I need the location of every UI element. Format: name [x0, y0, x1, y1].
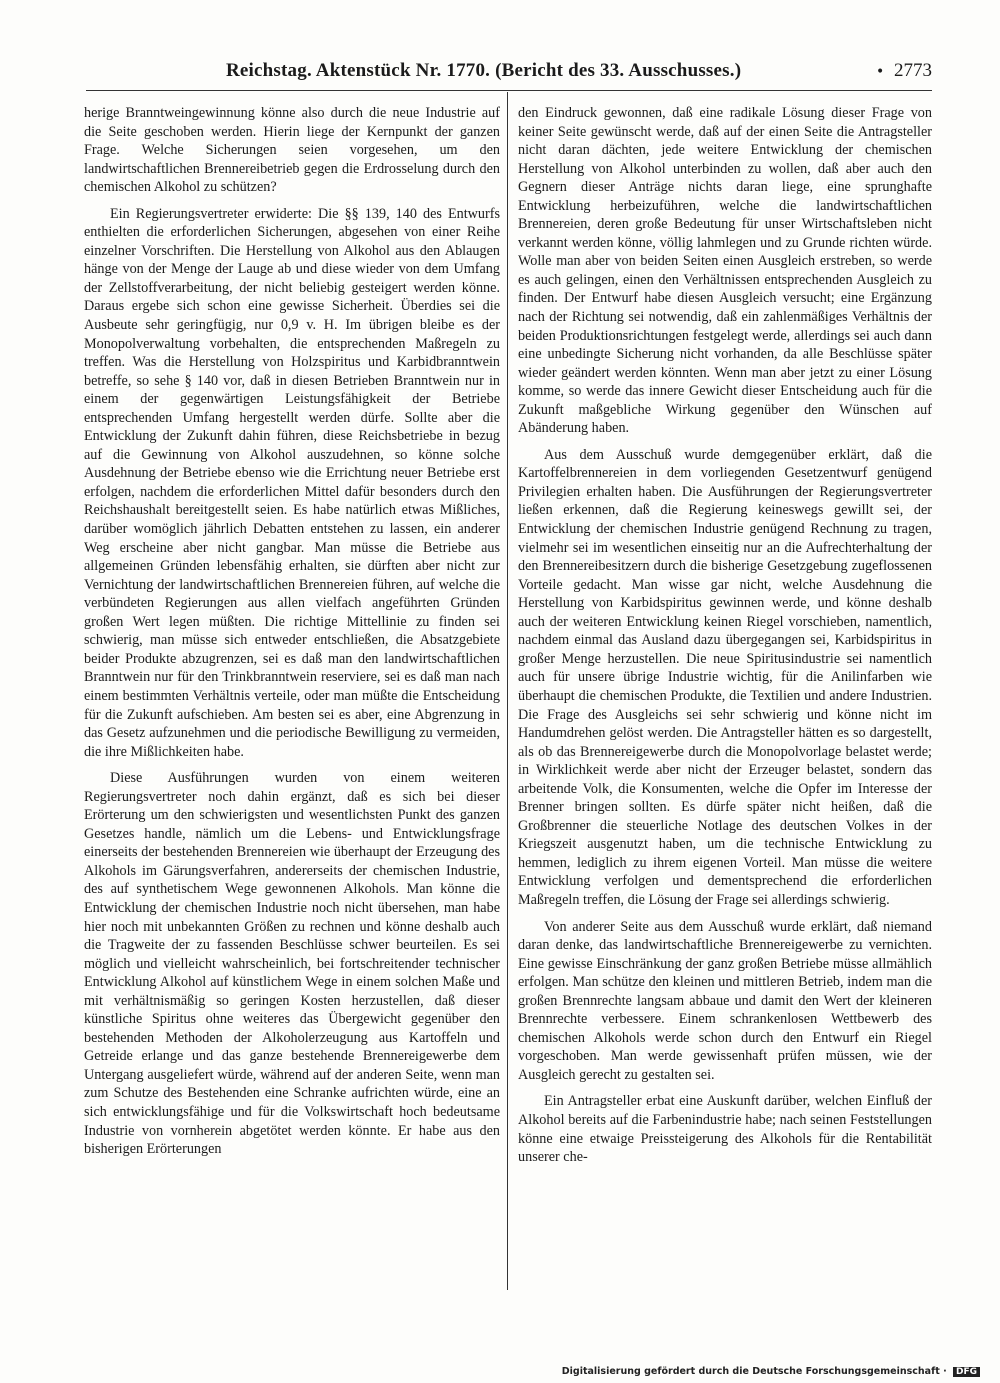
credit-text: Digitalisierung gefördert durch die Deutsche Forschungsgemeinschaft: [561, 1366, 940, 1377]
digitization-credit: Digitalisierung gefördert durch die Deutsche Forschungsgemeinschaft · DFG: [562, 1366, 980, 1377]
page-number: 2773: [894, 60, 932, 81]
paragraph: den Eindruck gewonnen, daß eine radikale Lösung dieser Frage von keiner Seite gewünscht werde, daß auf der einen Seite die Antragsteller nicht daran dächten, jede weitere Entwicklung der chemischen Herstellung von Alkohol unterbinden zu wollen, daß aber auch den Gegnern dieser Anträge nichts daran liege, eine sprunghafte Entwicklung herbeizuführen, welche die landwirtschaftlichen Brennereien, deren große Bedeutung für unser Wirtschaftsleben nicht verkannt werden könne, völlig lahmlegen und zu Grunde richten würde. Wolle man aber von beiden Seiten einen Ausgleich erstreben, so werde es auch gelingen, einen den Verhältnissen entsprechenden Ausgleich zu finden. Der Entwurf habe diesen Ausgleich versucht; eine Ergänzung nach der Richtung sei notwendig, daß ein zahlenmäßiges Verhältnis der beiden Produktionsrichtungen festgelegt werde, allerdings sei auch dann eine unbedingte Sicherung nicht vorhanden, da alle Beschlüsse später wieder geändert werden könnten. Wenn man aber jetzt zu einer Lösung komme, so werde das innere Gewicht dieser Entscheidung auch für die Zukunft maßgebliche Wirkung gegenüber den Wünschen auf Abänderung haben.: [518, 105, 932, 437]
paragraph: Von anderer Seite aus dem Ausschuß wurde erklärt, daß niemand daran denke, das landwirtschaftliche Brennereigewerbe zu vernichten. Eine gewisse Einschränkung der ganz großen Betriebe müsse allmählich erfolgen. Man schütze den kleinen und mittleren Betrieb, indem man die großen Brennrechte langsam abbaue und damit den Wert der kleineren Brennrechte verbessere. Einem schrankenlosen Wettbewerb des chemischen Alkohols werde schon durch den Entwurf ein Riegel vorgeschoben. Man werde gewissenhaft prüfen müssen, wie der Ausgleich gerecht zu gestalten sei.: [518, 918, 932, 1083]
column-divider: [507, 92, 508, 1290]
right-column: [518, 104, 932, 1175]
paragraph: herige Branntweingewinnung könne also durch die neue Industrie auf die Seite geschoben werden. Hierin liege der Kernpunkt der ganzen Frage. Welche Sicherungen seien vorgesehen, um den landwirtschaftlichen Brennereibetrieb gegen die Erdrosselung durch den chemischen Alkohol zu schützen?: [84, 105, 500, 196]
header-dot: •: [876, 64, 885, 80]
paragraph: Ein Regierungsvertreter erwiderte: Die §§ 139, 140 des Entwurfs enthielten die erforderlichen Sicherungen, abgesehen von einer Reihe einzelner Vorschriften. Die Herstellung von Alkohol aus den Ablaugen hänge von der Menge der Lauge ab und diese wieder von dem Umfang der Zellstoffverarbeitung, der nicht beliebig gesteigert werden könne. Daraus ergebe sich schon eine gewisse Sicherheit. Überdies sei die Ausbeute sehr geringfügig, nur 0,9 v. H. Im übrigen bleibe es der Monopolverwaltung vorbehalten, die entsprechenden Maßregeln zu treffen. Was die Herstellung von Holzspiritus und Karbidbranntwein betreffe, so sehe § 140 vor, daß in diesen Betrieben Branntwein nur in einem der gegenwärtigen Leistungsfähigkeit der Betriebe entsprechenden Umfang hergestellt werden dürfe. Sollte aber die Entwicklung der Zukunft dahin führen, diese Reichsbetriebe in bezug auf die Gewinnung von Alkohol auszudehnen, so könne solche Ausdehnung der Betriebe ebenso wie die Errichtung neuer Betriebe erst erfolgen, nachdem die erforderlichen Mittel dafür besonders durch den Reichshaushalt bereitgestellt seien. Es habe natürlich etwas Mißliches, darüber womöglich jährlich Debatten entstehen zu lassen, ein anderer Weg erscheine aber nicht gangbar. Man müsse die Betriebe aus allgemeinen Gründen lebensfähig erhalten, sie dürften aber nicht zur Vernichtung der landwirtschaftlichen Brennereien führen, auf welche die verbündeten Regierungen aus allen vielfach angeführten Gründen großen Wert legen müßten. Die richtige Mittellinie zu finden sei schwierig, man müsse sich entweder entschließen, die Absatzgebiete beider Produkte abzugrenzen, sei es daß man den landwirtschaftlichen Branntwein nur für den Trinkbranntwein reserviere, sei es daß man nach einem bestimmten Verhältnis verteile, oder man müßte die Entscheidung für die Zukunft aufschieben. Am besten sei es aber, eine Abgrenzung in das Gesetz aufzunehmen und die periodische Bewilligung zu vermeiden, die ihre Mißlichkeiten habe.: [84, 205, 500, 760]
page-header-title: Reichstag. Aktenstück Nr. 1770. (Bericht des 33. Ausschusses.): [226, 60, 742, 81]
dfg-logo: DFG: [953, 1367, 980, 1377]
paragraph: Aus dem Ausschuß wurde demgegenüber erklärt, daß die Kartoffelbrennereien in dem vorliegenden Gesetzentwurf genügend Privilegien erhalten haben. Die Ausführungen der Regierungsvertreter ließen erkennen, daß die Regierung keineswegs gewillt sei, der Entwicklung der chemischen Industrie genügend Rechnung zu tragen, vielmehr sei im wesentlichen einseitig nur an die Aufrechterhaltung der den Brennereibesitzern durch die bisherige Gesetzgebung zugeflossenen Vorteile gedacht. Man wisse gar nicht, welche Ausdehnung die Herstellung von Karbidspiritus gewinnen werde, und könne deshalb auch der weiteren Entwicklung keinen Riegel vorschieben, namentlich, nachdem einmal das Ausland dazu übergegangen sei, Karbidspiritus in großer Menge herzustellen. Die neue Spiritusindustrie sei namentlich auch für unsere übrige Industrie wichtig, für die Anilinfarben wie überhaupt die chemischen Produkte, die Textilien und andere Industrien. Die Frage des Ausgleichs sei sehr schwierig und könne nicht im Handumdrehen gelöst werden. Die Antragsteller hätten es so dargestellt, als ob das Brennereigewerbe durch die Monopolvorlage belastet werde; in Wirklichkeit werde aber nicht der Erzeuger belastet, sondern das arbeitende Volk, die Konsumenten, welche die Opfer im Interesse der Brenner bringen sollten. Es dürfe später nicht heißen, daß die Großbrenner die steuerliche Notlage des deutschen Volkes in der Kriegszeit ausgenutzt haben, um die technische Entwicklung zu hemmen, lediglich zu ihrem eigenen Vorteil. Man müsse die weitere Entwicklung verfolgen und dementsprechend die erforderlichen Maßregeln treffen, die Lösung der Frage sei allerdings schwierig.: [518, 446, 932, 908]
running-header: [86, 60, 932, 88]
paragraph: Diese Ausführungen wurden von einem weiteren Regierungsvertreter noch dahin ergänzt, daß es sich bei dieser Erörterung um den schwierigsten und wesentlichsten Punkt des ganzen Gesetzes handle, nämlich um die Lebens- und Entwicklungsfrage einerseits der bestehenden Brennereien wie überhaupt der Erzeugung des Alkohols im Gärungsverfahren, andererseits der chemischen Industrie, des auf synthetischem Wege gewonnenen Alkohols. Man könne die Entwicklung der chemischen Industrie noch nicht übersehen, man habe hier noch mit unbekannten Größen zu rechnen und könne deshalb auch die Tragweite der zu fassenden Beschlüsse schwer beurteilen. Es sei möglich und vielleicht wahrscheinlich, bei fortschreitender technischer Entwicklung Alkohol auf künstlichem Wege in einem solchen Maße und mit verhältnismäßig so geringen Kosten herzustellen, daß dieser künstliche Spiritus ohne weiteres das Übergewicht gegenüber den bestehenden Methoden der Alkoholerzeugung aus Kartoffeln und Getreide erlange und das ganze bestehende Brennereigewerbe dem Untergang ausgeliefert würde, während auf der anderen Seite, wenn man zum Schutze des Bestehenden eine Schranke aufrichten würde, eine an sich entwicklungsfähige und für die Volkswirtschaft hoch bedeutsame Industrie von vornherein abgetötet werden könnte. Er habe aus den bisherigen Erörterungen: [84, 770, 500, 1158]
header-rule: [86, 90, 932, 91]
paragraph: Ein Antragsteller erbat eine Auskunft darüber, welchen Einfluß der Alkohol bereits auf die Farbenindustrie habe; nach seinen Feststellungen könne eine etwaige Preissteigerung des Alkohols für die Rentabilität unserer che-: [518, 1093, 932, 1166]
left-column: [84, 104, 500, 1167]
